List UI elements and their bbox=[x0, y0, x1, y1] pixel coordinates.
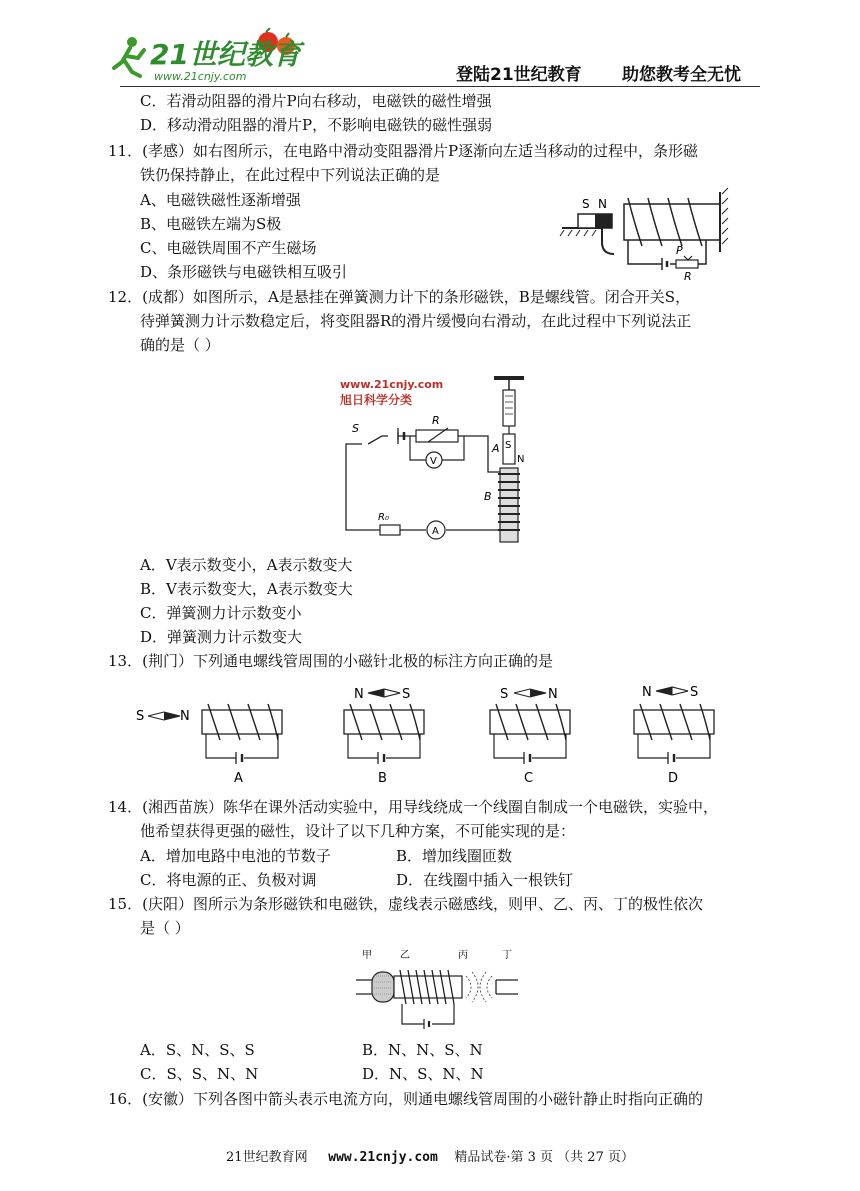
q15-stem-2: 是（ ） bbox=[140, 919, 190, 937]
q12-option-a: A．V表示数变小，A表示数变大 bbox=[140, 556, 353, 574]
q13-a-right-pole: N bbox=[180, 709, 190, 724]
q14-stem-1: 14．(湘西苗族）陈华在课外活动实验中，用导线绕成一个线圈自制成一个电磁铁，实验中， bbox=[108, 798, 718, 816]
q13-d-left-pole: N bbox=[642, 685, 652, 700]
label-bing: 丙 bbox=[458, 950, 468, 961]
q13-b-left-pole: N bbox=[354, 687, 364, 702]
voltmeter-label: V bbox=[430, 456, 437, 467]
slider-p-label: P bbox=[676, 244, 683, 257]
q13-figure-a bbox=[136, 704, 282, 786]
q11-option-d: D、条形磁铁与电磁铁相互吸引 bbox=[140, 263, 348, 281]
q11-option-b: B、电磁铁左端为S极 bbox=[140, 215, 282, 233]
q13-b-right-pole: S bbox=[402, 687, 411, 702]
label-jia: 甲 bbox=[362, 950, 372, 961]
field-lines bbox=[466, 972, 492, 1002]
magnet-a-s-label: S bbox=[505, 440, 512, 451]
watermark-url: www.21cnjy.com bbox=[340, 378, 444, 391]
q12-option-c: C．弹簧测力计示数变小 bbox=[140, 604, 302, 622]
rheostat bbox=[676, 260, 698, 268]
q16-stem-1: 16．(安徽）下列各图中箭头表示电流方向，则通电螺线管周围的小磁针静止时指向正确的 bbox=[108, 1090, 703, 1108]
magnet-n-label: N bbox=[598, 197, 607, 211]
bar-magnet-end bbox=[372, 972, 394, 1002]
magnet-a-label: A bbox=[492, 442, 500, 455]
q13-a-caption: A bbox=[234, 771, 243, 786]
figure-q11-electromagnet bbox=[558, 178, 744, 282]
q14-option-c: C．将电源的正、负极对调 bbox=[140, 871, 317, 889]
q13-d-right-pole: S bbox=[690, 685, 699, 700]
q14-option-a: A．增加电路中电池的节数子 bbox=[140, 847, 331, 865]
label-ding: 丁 bbox=[502, 950, 512, 961]
footer-page-info: 精品试卷·第 3 页 （共 27 页） bbox=[454, 1150, 634, 1165]
logo-runner-icon bbox=[110, 28, 310, 84]
q15-option-d: D．N、S、N、N bbox=[362, 1065, 484, 1083]
q13-stem: 13．(荆门）下列通电螺线管周围的小磁针北极的标注方向正确的是 bbox=[108, 652, 553, 670]
q13-c-left-pole: S bbox=[500, 687, 509, 702]
q14-option-b: B．增加线圈匝数 bbox=[396, 847, 513, 865]
q11-option-a: A、电磁铁磁性逐渐增强 bbox=[140, 191, 301, 209]
label-yi: 乙 bbox=[400, 950, 410, 961]
slogan-left: 登陆21世纪教育 bbox=[456, 65, 582, 85]
q13-b-caption: B bbox=[378, 771, 387, 786]
watermark-text: 旭日科学分类 bbox=[340, 393, 413, 407]
q12-stem-1: 12．(成都）如图所示，A是悬挂在弹簧测力计下的条形磁铁，B是螺线管。闭合开关S， bbox=[108, 288, 691, 306]
q14-option-d: D．在线圈中插入一根铁钉 bbox=[396, 871, 574, 889]
figure-q15-magnets bbox=[352, 946, 520, 1032]
q12-option-b: B．V表示数变大，A表示数变大 bbox=[140, 580, 353, 598]
q13-d-caption: D bbox=[668, 771, 679, 786]
q11-option-c: C、电磁铁周围不产生磁场 bbox=[140, 239, 317, 257]
magnet-a-n-label: N bbox=[517, 454, 525, 465]
q12-option-d: D．弹簧测力计示数变大 bbox=[140, 628, 303, 646]
q13-figure-b bbox=[344, 687, 424, 786]
q15-stem-1: 15．(庆阳）图所示为条形磁铁和电磁铁，虚线表示磁感线，则甲、乙、丙、丁的极性依次 bbox=[108, 895, 703, 913]
q13-figure-d bbox=[634, 685, 714, 786]
logo-text: 21世纪教育 bbox=[150, 38, 301, 71]
q13-c-caption: C bbox=[524, 771, 534, 786]
figure-q13-solenoids bbox=[130, 682, 770, 786]
header-rule bbox=[120, 86, 760, 87]
page-footer bbox=[0, 1146, 860, 1165]
q15-option-b: B．N、N、S、N bbox=[362, 1041, 483, 1059]
magnet-s-label: S bbox=[582, 197, 590, 211]
q13-c-right-pole: N bbox=[548, 687, 558, 702]
rheostat-r-label: R bbox=[432, 414, 440, 427]
resistor-r0 bbox=[380, 525, 400, 535]
q11-stem-2: 铁仍保持静止，在此过程中下列说法正确的是 bbox=[140, 166, 441, 184]
q15-option-a: A．S、N、S、S bbox=[140, 1041, 255, 1059]
header-logo bbox=[110, 28, 310, 84]
q13-figure-c bbox=[490, 687, 570, 786]
q11-stem-1: 11．(孝感）如右图所示，在电路中滑动变阻器滑片P逐渐向左适当移动的过程中，条形磁 bbox=[108, 142, 699, 160]
slogan-right: 助您教考全无忧 bbox=[622, 65, 741, 85]
q10-option-c: C．若滑动阻器的滑片P向右移动，电磁铁的磁性增强 bbox=[140, 92, 492, 110]
q12-stem-2: 待弹簧测力计示数稳定后，将变阻器R的滑片缓慢向右滑动，在此过程中下列说法正 bbox=[140, 312, 692, 330]
resistor-r-label: R bbox=[684, 270, 692, 282]
ammeter-label: A bbox=[432, 526, 439, 537]
footer-site-name: 21世纪教育网 bbox=[226, 1150, 308, 1165]
q13-a-left-pole: S bbox=[136, 709, 145, 724]
q10-option-d: D．移动滑动阻器的滑片P，不影响电磁铁的磁性强弱 bbox=[140, 116, 493, 134]
footer-site-url: www.21cnjy.com bbox=[328, 1150, 438, 1165]
logo-url: www.21cnjy.com bbox=[154, 70, 247, 83]
q14-stem-2: 他希望获得更强的磁性，设计了以下几种方案，不可能实现的是： bbox=[140, 822, 576, 840]
switch-s-label: S bbox=[352, 422, 359, 435]
q12-stem-3: 确的是（ ） bbox=[140, 336, 220, 354]
q15-option-c: C．S、S、N、N bbox=[140, 1065, 259, 1083]
figure-q12-circuit bbox=[328, 372, 538, 544]
coil-b-label: B bbox=[484, 490, 492, 503]
resistor-r0-label: R₀ bbox=[378, 512, 389, 523]
